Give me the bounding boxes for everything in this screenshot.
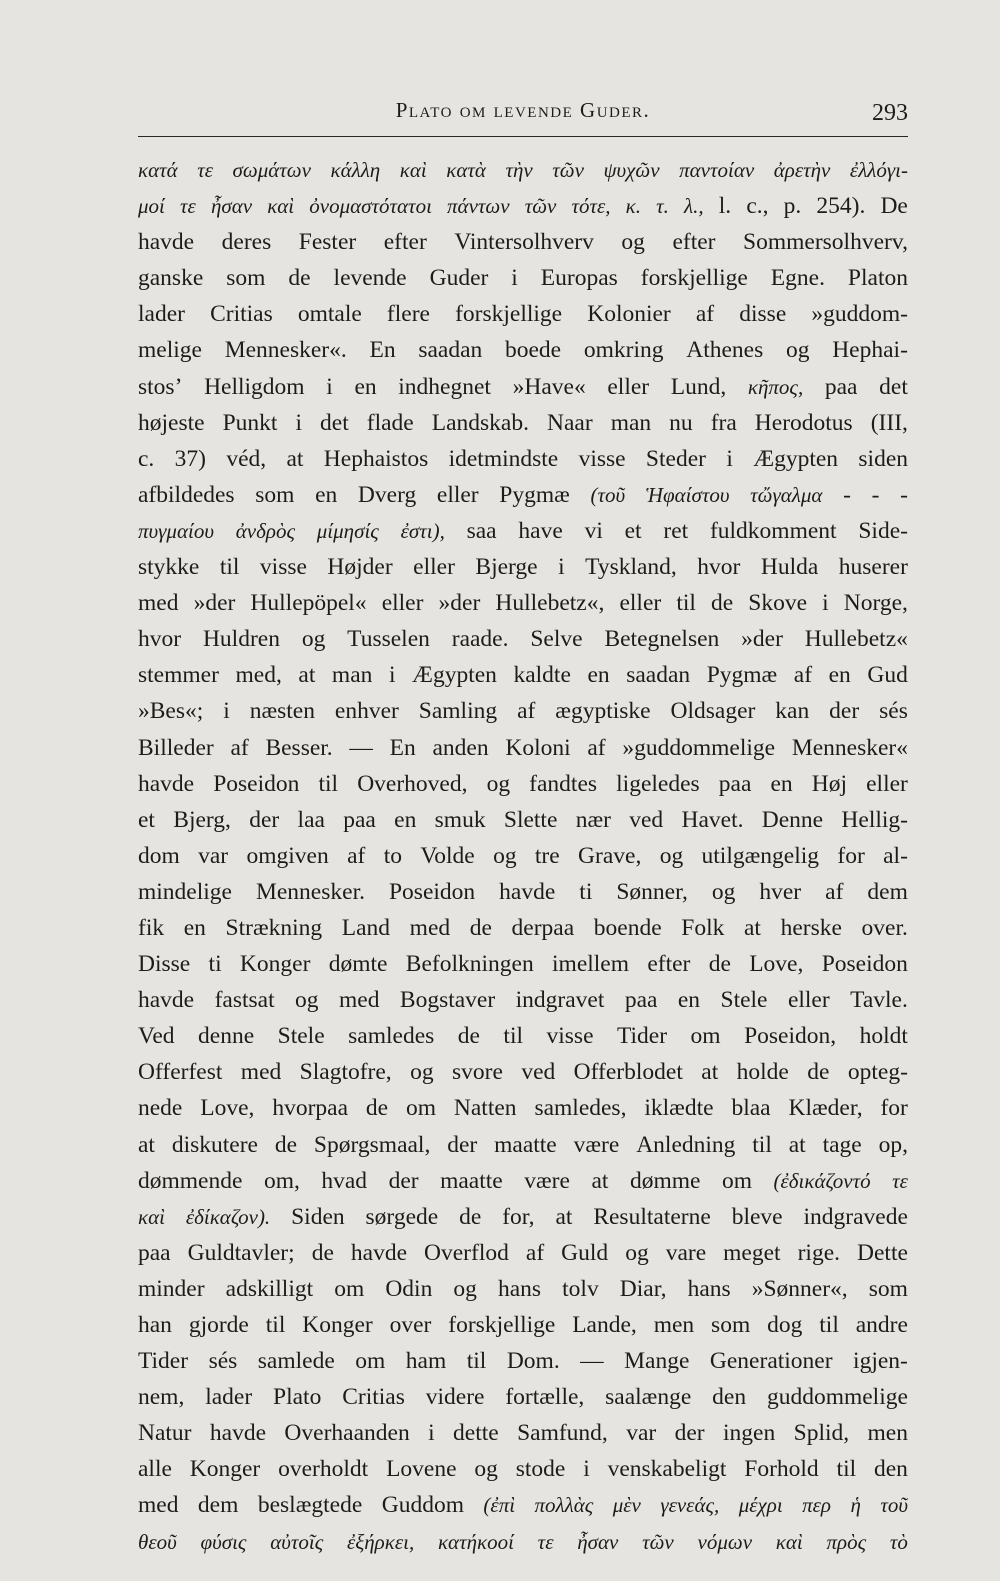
text-line: πυγμαίου ἀνδρὸς μίμησίς ἐστι), saa have vi et ret fuldkomment Side-	[138, 517, 908, 544]
text-line: c. 37) véd, at Hephaistos idetmindste visse Steder i Ægypten siden	[138, 445, 908, 472]
text-line: μοί τε ἦσαν καὶ ὀνομαστότατοι πάντων τῶν τότε, κ. τ. λ., l. c., p. 254). De	[138, 193, 908, 220]
text-line: Offerfest med Slagtofre, og svore ved Offerblodet at holde de opteg-	[138, 1059, 908, 1086]
text-line: dømmende om, hvad der maatte være at dømme om (ἐδικάζοντό τε	[138, 1167, 908, 1194]
text-line: stykke til visse Højder eller Bjerge i Tyskland, hvor Hulda huserer	[138, 554, 908, 581]
text-line: paa Guldtavler; de havde Overflod af Guld og vare meget rige. Dette	[138, 1239, 908, 1266]
text-line: med dem beslægtede Guddom (ἐπὶ πολλὰς μὲν γενεάς, μέχρι περ ἡ τοῦ	[138, 1492, 908, 1519]
text-line: alle Konger overholdt Lovene og stode i venskabeligt Forhold til den	[138, 1456, 908, 1483]
text-line: Disse ti Konger dømte Befolkningen imellem efter de Love, Poseidon	[138, 951, 908, 978]
text-line: stemmer med, at man i Ægypten kaldte en saadan Pygmæ af en Gud	[138, 662, 908, 689]
text-line: Billeder af Besser. — En anden Koloni af »guddommelige Mennesker«	[138, 734, 908, 761]
text-line: »Bes«; i næsten enhver Samling af ægyptiske Oldsager kan der sés	[138, 698, 908, 725]
text-line: han gjorde til Konger over forskjellige Lande, men som dog til andre	[138, 1312, 908, 1338]
text-line: havde Poseidon til Overhoved, og fandtes ligeledes paa en Høj eller	[138, 770, 908, 797]
text-line: Ved denne Stele samledes de til visse Tider om Poseidon, holdt	[138, 1023, 908, 1050]
page-header	[138, 98, 908, 134]
text-line: at diskutere de Spørgsmaal, der maatte være Anledning til at tage op,	[138, 1131, 908, 1158]
text-line: havde deres Fester efter Vintersolhverv og efter Sommersolhverv,	[138, 229, 908, 256]
text-line: fik en Strækning Land med de derpaa boende Folk at herske over.	[138, 914, 908, 941]
text-line: nede Love, hvorpaa de om Natten samledes, iklædte blaa Klæder, for	[138, 1095, 908, 1122]
running-title: Plato om levende Guder.	[395, 98, 651, 122]
text-line: havde fastsat og med Bogstaver indgravet paa en Stele eller Tavle.	[138, 987, 908, 1014]
text-line: ganske som de levende Guder i Europas forskjellige Egne. Platon	[138, 265, 908, 292]
header-rule	[138, 136, 908, 137]
body-text	[138, 152, 908, 1560]
text-line: melige Mennesker«. En saadan boede omkring Athenes og Hephai-	[138, 337, 908, 364]
text-line: stos’ Helligdom i en indhegnet »Have« eller Lund, κῆπος, paa det	[138, 373, 908, 400]
text-line: nem, lader Plato Critias videre fortælle, saalænge den guddommelige	[138, 1384, 908, 1411]
text-line: dom var omgiven af to Volde og tre Grave, og utilgængelig for al-	[138, 842, 908, 869]
text-line: et Bjerg, der laa paa en smuk Slette nær ved Havet. Denne Hellig-	[138, 806, 908, 833]
text-line: minder adskilligt om Odin og hans tolv Diar, hans »Sønner«, som	[138, 1275, 908, 1302]
text-line: θεοῦ φύσις αὐτοῖς ἐξήρκει, κατήκοοί τε ἦσαν τῶν νόμων καὶ πρὸς τὸ	[138, 1529, 908, 1554]
text-line: hvor Huldren og Tusselen raade. Selve Betegnelsen »der Hullebetz«	[138, 626, 908, 653]
text-line: Natur havde Overhaanden i dette Samfund, var der ingen Splid, men	[138, 1420, 908, 1447]
text-line: med »der Hullepöpel« eller »der Hullebetz«, eller til de Skove i Norge,	[138, 590, 908, 617]
text-line: Tider sés samlede om ham til Dom. — Mange Generationer igjen-	[138, 1348, 908, 1375]
text-line: κατά τε σωμάτων κάλλη καὶ κατὰ τὴν τῶν ψυχῶν παντοίαν ἀρετὴν ἐλλόγι-	[138, 158, 908, 182]
text-line: højeste Punkt i det flade Landskab. Naar man nu fra Herodotus (III,	[138, 409, 908, 436]
text-line: mindelige Mennesker. Poseidon havde ti Sønner, og hver af dem	[138, 878, 908, 905]
text-line: afbildedes som en Dverg eller Pygmæ (τοῦ Ἡφαίστου τὤγαλμα - - -	[138, 481, 908, 508]
text-line: lader Critias omtale flere forskjellige Kolonier af disse »guddom-	[138, 301, 908, 328]
page-number: 293	[872, 100, 908, 126]
text-line: καὶ ἐδίκαζον). Siden sørgede de for, at Resultaterne bleve indgravede	[138, 1203, 908, 1230]
